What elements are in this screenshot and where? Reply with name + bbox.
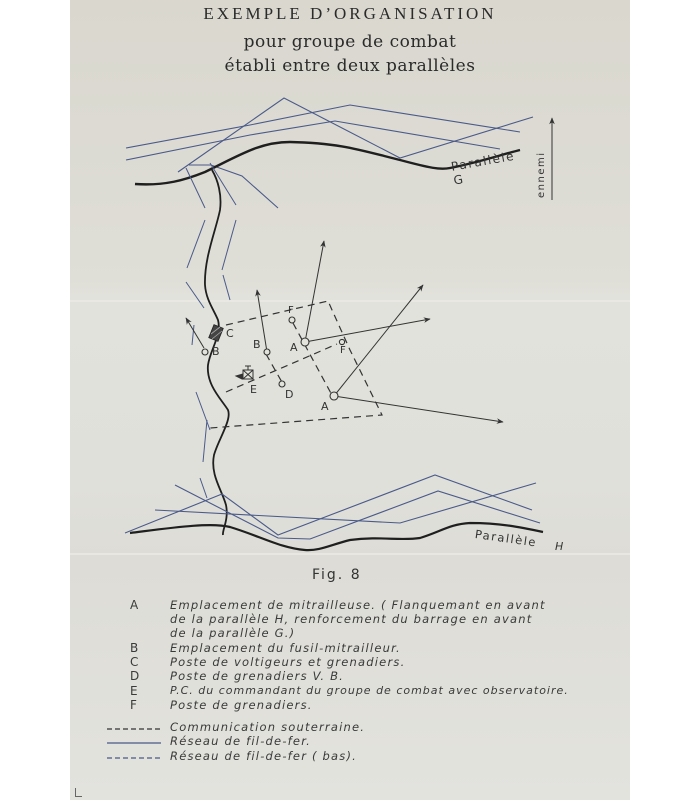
legend-key-f: F xyxy=(130,698,137,712)
label-point-a: A xyxy=(290,341,298,354)
legend-text-a-2: de la parallèle H, renforcement du barrage en avant xyxy=(170,612,533,626)
legend-line-label-1: Communication souterraine. xyxy=(170,720,366,734)
legend-text-a-3: de la parallèle G.) xyxy=(170,626,296,640)
legend-text-b: Emplacement du fusil-mitrailleur. xyxy=(170,641,401,655)
label-point-e: E xyxy=(250,383,257,396)
document-subtitle-1: pour groupe de combat xyxy=(243,32,457,52)
legend-key-a: A xyxy=(130,598,139,612)
legend-line-label-2: Réseau de fil-de-fer. xyxy=(170,734,311,748)
label-point-d: D xyxy=(285,388,294,401)
legend-line-label-3: Réseau de fil-de-fer ( bas). xyxy=(170,749,357,763)
corner-mark xyxy=(75,788,82,797)
document-subtitle-2: établi entre deux parallèles xyxy=(224,56,476,76)
label-point-b: B xyxy=(253,338,261,351)
label-parallele-h-letter: H xyxy=(555,540,564,553)
legend-text-e: P.C. du commandant du groupe de combat avec observatoire. xyxy=(170,684,569,697)
label-point-a2: A xyxy=(321,400,329,413)
label-parallele-g: Parallèle G xyxy=(450,148,517,188)
label-point-c: C xyxy=(226,327,234,340)
label-point-f: F xyxy=(288,305,294,316)
label-ennemi: ennemi xyxy=(536,151,547,198)
legend-key-b: B xyxy=(130,641,139,655)
legend-text-f: Poste de grenadiers. xyxy=(170,698,313,712)
legend-text-d: Poste de grenadiers V. B. xyxy=(170,669,345,683)
legend-text-a-1: Emplacement de mitrailleuse. ( Flanquemant en avant xyxy=(170,598,546,612)
label-point-b2: B xyxy=(212,345,220,358)
legend-key-e: E xyxy=(130,684,138,698)
figure-caption: Fig. 8 xyxy=(312,567,362,583)
legend-key-d: D xyxy=(130,669,140,683)
label-point-f2: F xyxy=(340,345,346,356)
legend-text-c: Poste de voltigeurs et grenadiers. xyxy=(170,655,406,669)
label-parallele-h: Parallèle xyxy=(474,527,538,550)
legend-key-c: C xyxy=(130,655,139,669)
document-title: EXEMPLE D’ORGANISATION xyxy=(203,4,497,23)
